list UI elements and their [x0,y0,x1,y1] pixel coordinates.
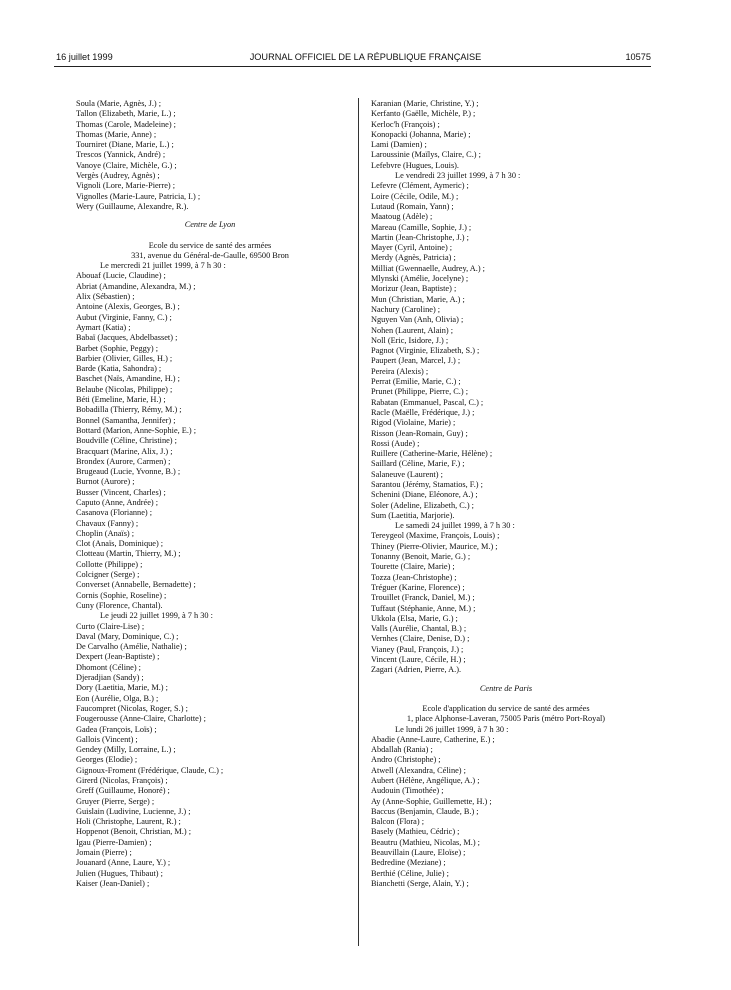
candidate-name: Sarantou (Jérémy, Stamatios, F.) ; [371,479,483,489]
candidate-name: Tallon (Elizabeth, Marie, L.) ; [76,109,176,119]
candidate-name: Rossi (Aude) ; [371,438,420,448]
candidate-name: Karanian (Marie, Christine, Y.) ; [371,99,479,108]
candidate-name: Perrat (Emilie, Marie, C.) ; [371,377,461,387]
candidate-name: Nguyen Van (Anh, Olivia) ; [371,315,464,325]
candidate-name: Bedredine (Meziane) ; [371,858,446,868]
candidate-name: Prunet (Philippe, Pierre, C.) ; [371,387,469,397]
candidate-name: Racle (Maëlle, Frédérique, J.) ; [371,407,475,417]
candidate-name: Trouillet (Franck, Daniel, M.) ; [371,593,475,603]
candidate-name: Lutaud (Romain, Yann) ; [371,201,454,211]
candidate-name: Holi (Christophe, Laurent, R.) ; [76,817,181,827]
candidate-name: Abdallah (Rania) ; [371,745,433,755]
candidate-name: Abadie (Anne-Laure, Catherine, E.) ; [371,734,495,744]
candidate-name: Busser (Vincent, Charles) ; [76,487,166,497]
candidate-name: Eon (Aurélie, Olga, B.) ; [76,693,159,703]
candidate-name: Saillard (Céline, Marie, F.) ; [371,459,465,469]
candidate-name: Risson (Jean-Romain, Guy) ; [371,428,468,438]
candidate-name: Kaiser (Jean-Daniel) ; [76,878,150,888]
candidate-name: Dhomont (Céline) ; [76,662,141,672]
candidate-name: Beauvillain (Laure, Eloïse) ; [371,848,466,858]
candidate-name: Kerloc'h (François) ; [371,119,440,129]
candidate-name: Bottard (Marion, Anne-Sophie, E.) ; [76,425,197,435]
candidate-name: Nachury (Caroline) ; [371,304,441,314]
candidate-name: Burnot (Aurore) ; [76,477,135,487]
candidate-name: Ay (Anne-Sophie, Guillemette, H.) ; [371,796,492,806]
candidate-name: Baccus (Benjamin, Claude, B.) ; [371,806,479,816]
candidate-name: Soula (Marie, Agnès, J.) ; [76,99,162,108]
candidate-name: Paupert (Jean, Marcel, J.) ; [371,356,461,366]
candidate-name: Lefevre (Clément, Aymeric) ; [371,181,469,191]
candidate-name: Jouanard (Anne, Laure, Y.) ; [76,858,171,868]
candidate-name: Konopacki (Johanna, Marie) ; [371,129,471,139]
candidate-name: Greff (Guillaume, Honoré) ; [76,786,170,796]
candidate-name: Brugeaud (Lucie, Yvonne, B.) ; [76,467,181,477]
candidate-name: Colcigner (Serge) ; [76,570,140,580]
session-date: Le samedi 24 juillet 1999, à 7 h 30 : [395,521,515,531]
candidate-name: Belaube (Nicolas, Philippe) ; [76,384,173,394]
candidate-name: Clot (Anaïs, Dominique) ; [76,539,164,549]
candidate-name: Clotteau (Martin, Thierry, M.) ; [76,549,181,559]
candidate-name: Ukkola (Elsa, Marie, G.) ; [371,613,458,623]
candidate-name: Guislain (Ludivine, Lucienne, J.) ; [76,806,191,816]
candidate-name: Vanoye (Claire, Michèle, G.) ; [76,160,177,170]
candidate-name: Zagari (Adrien, Pierre, A.). [371,665,462,675]
candidate-name: Converset (Annabelle, Bernadette) ; [76,580,196,590]
candidate-name: Bianchetti (Serge, Alain, Y.) ; [371,878,469,888]
candidate-name: Audouin (Timothée) ; [371,786,444,796]
candidate-name: Soler (Adeline, Elizabeth, C.) ; [371,500,474,510]
candidate-name: Aymart (Katia) ; [76,322,131,332]
name-list [371,735,641,889]
candidate-name: Thiney (Pierre-Olivier, Maurice, M.) ; [371,541,498,551]
candidate-name: Berthié (Céline, Julie) ; [371,868,449,878]
header-rule [54,66,651,67]
candidate-name: Bracquart (Marine, Alix, J.) ; [76,446,173,456]
candidate-name: Lami (Damien) ; [371,140,427,150]
candidate-name: Thomas (Marie, Anne) ; [76,129,157,139]
candidate-name: Faucompret (Nicolas, Roger, S.) ; [76,703,188,713]
candidate-name: Vianey (Paul, François, J.) ; [371,644,464,654]
page-header [0,52,731,66]
header-date: 16 juillet 1999 [56,52,113,62]
centre-title-paris: Centre de Paris [479,683,533,693]
candidate-name: Baschet (Naïs, Amandine, H.) ; [76,374,180,384]
candidate-name: Brondex (Aurore, Carmen) ; [76,456,171,466]
candidate-name: Curto (Claire-Lise) ; [76,621,145,631]
candidate-name: Nohen (Laurent, Alain) ; [371,325,454,335]
candidate-name: Tereygeol (Maxime, François, Louis) ; [371,531,500,541]
candidate-name: Cuny (Florence, Chantal). [76,600,163,610]
candidate-name: Barde (Katia, Sahondra) ; [76,364,162,374]
candidate-name: Dexpert (Jean-Baptiste) ; [76,652,160,662]
candidate-name: Boudville (Céline, Christine) ; [76,436,177,446]
candidate-name: Collotte (Philippe) ; [76,559,143,569]
session-date: Le jeudi 22 juillet 1999, à 7 h 30 : [100,611,213,621]
candidate-name: Abouaf (Lucie, Claudine) ; [76,271,166,281]
name-list [76,99,344,212]
candidate-name: Bobadilla (Thierry, Rémy, M.) ; [76,405,182,415]
candidate-name: Daval (Mary, Dominique, C.) ; [76,631,179,641]
right-column [371,99,641,889]
header-title: JOURNAL OFFICIEL DE LA RÉPUBLIQUE FRANÇAISE [249,52,482,62]
candidate-name: Mareau (Camille, Sophie, J.) ; [371,222,472,232]
candidate-name: Alix (Sébastien) ; [76,292,135,302]
candidate-name: Dory (Laetitia, Marie, M.) ; [76,683,168,693]
candidate-name: Rabatan (Emmanuel, Pascal, C.) ; [371,397,484,407]
institution-paris [371,704,641,725]
page-number: 10575 [625,52,651,62]
candidate-name: Ruillere (Catherine-Marie, Hélène) ; [371,449,493,459]
candidate-name: Fougerousse (Anne-Claire, Charlotte) ; [76,714,206,724]
candidate-name: Vignoli (Lore, Marie-Pierre) ; [76,181,176,191]
candidate-name: Rigod (Violaine, Marie) ; [371,418,456,428]
candidate-name: Tozza (Jean-Christophe) ; [371,572,457,582]
candidate-name: De Carvalho (Amélie, Nathalie) ; [76,642,187,652]
candidate-name: Gignoux-Froment (Frédérique, Claude, C.) ; [76,765,224,775]
candidate-name: Pereira (Alexis) ; [371,366,429,376]
candidate-name: Cornis (Sophie, Roseline) ; [76,590,167,600]
candidate-name: Jomain (Pierre) ; [76,848,132,858]
candidate-name: Barbet (Sophie, Peggy) ; [76,343,159,353]
candidate-name: Girerd (Nicolas, François) ; [76,776,168,785]
candidate-name: Milliat (Gwennaelle, Audrey, A.) ; [371,263,485,273]
candidate-name: Gendey (Milly, Lorraine, L.) ; [76,745,176,755]
candidate-name: Barbier (Olivier, Gilles, H.) ; [76,353,173,363]
candidate-name: Bonnel (Samantha, Jennifer) ; [76,415,176,425]
candidate-name: Wery (Guillaume, Alexandre, R.). [76,201,189,211]
session-date: Le vendredi 23 juillet 1999, à 7 h 30 : [395,171,521,181]
candidate-name: Gadea (François, Loïs) ; [76,724,157,734]
candidate-name: Igau (Pierre-Damien) ; [76,837,152,847]
candidate-name: Atwell (Alexandra, Céline) ; [371,765,466,775]
candidate-name: Trescos (Yannick, André) ; [76,150,166,160]
candidate-name: Babaï (Jacques, Abdelbasset) ; [76,333,178,343]
candidate-name: Tourniret (Diane, Marie, L.) ; [76,140,174,150]
candidate-name: Caputo (Anne, Andrée) ; [76,497,159,507]
institution-line: 331, avenue du Général-de-Gaulle, 69500 Bron [131,250,289,260]
name-list [371,531,641,675]
candidate-name: Tuffaut (Stéphanie, Anne, M.) ; [371,603,476,613]
candidate-name: Maatoug (Adèle) ; [371,212,433,222]
institution-line: 1, place Alphonse-Laveran, 75005 Paris (métro Port-Royal) [406,714,606,724]
candidate-name: Béti (Emeline, Marie, H.) ; [76,395,166,405]
candidate-name: Laroussinie (Maïlys, Claire, C.) ; [371,150,481,160]
candidate-name: Tréguer (Karine, Florence) ; [371,582,465,592]
candidate-name: Martin (Jean-Christophe, J.) ; [371,232,469,242]
candidate-name: Gruyer (Pierre, Serge) ; [76,796,155,806]
institution-line: Ecole d'application du service de santé des armées [422,703,590,713]
candidate-name: Hoppenot (Benoit, Christian, M.) ; [76,827,191,837]
candidate-name: Salaneuve (Laurent) ; [371,469,443,479]
candidate-name: Morizur (Jean, Baptiste) ; [371,284,457,294]
candidate-name: Choplin (Anaïs) ; [76,528,135,538]
candidate-name: Antoine (Alexis, Georges, B.) ; [76,302,180,312]
candidate-name: Mayer (Cyril, Antoine) ; [371,243,453,253]
name-list [371,181,641,521]
candidate-name: Kerfanto (Gaëlle, Michèle, P.) ; [371,109,476,119]
candidate-name: Vincent (Laure, Cécile, H.) ; [371,655,466,665]
candidate-name: Thomas (Carole, Madeleine) ; [76,119,176,129]
candidate-name: Julien (Hugues, Thibaut) ; [76,868,163,878]
candidate-name: Mlynski (Amélie, Jocelyne) ; [371,274,469,284]
candidate-name: Noll (Eric, Isidore, J.) ; [371,335,449,345]
candidate-name: Sum (Laetitia, Marjorie). [371,510,455,520]
column-divider [358,98,359,946]
candidate-name: Balcon (Flora) ; [371,817,424,827]
candidate-name: Aubert (Hélène, Angélique, A.) ; [371,776,480,785]
candidate-name: Beautru (Mathieu, Nicolas, M.) ; [371,837,480,847]
candidate-name: Loire (Cécile, Odile, M.) ; [371,191,459,201]
candidate-name: Pagnot (Virginie, Elizabeth, S.) ; [371,346,480,356]
candidate-name: Aubut (Virginie, Fanny, C.) ; [76,312,172,322]
institution-line: Ecole du service de santé des armées [148,240,272,250]
candidate-name: Vernhes (Claire, Denise, D.) ; [371,634,470,644]
candidate-name: Casanova (Florianne) ; [76,508,153,518]
candidate-name: Tourette (Claire, Marie) ; [371,562,455,572]
session-date: Le lundi 26 juillet 1999, à 7 h 30 : [395,724,509,734]
left-column [76,99,344,889]
candidate-name: Merdy (Agnès, Patricia) ; [371,253,456,263]
candidate-name: Vignolles (Marie-Laure, Patricia, I.) ; [76,191,201,201]
candidate-name: Valls (Aurélie, Chantal, B.) ; [371,624,467,634]
name-list [76,622,344,890]
candidate-name: Abriat (Amandine, Alexandra, M.) ; [76,281,196,291]
candidate-name: Mun (Christian, Marie, A.) ; [371,294,465,304]
candidate-name: Tonanny (Benoit, Marie, G.) ; [371,552,471,562]
session-date: Le mercredi 21 juillet 1999, à 7 h 30 : [100,261,226,271]
candidate-name: Basely (Mathieu, Cédric) ; [371,827,460,837]
candidate-name: Gallois (Vincent) ; [76,734,138,744]
institution-lyon [76,241,344,262]
name-list [371,99,641,171]
centre-title-lyon: Centre de Lyon [184,220,236,230]
candidate-name: Vergès (Audrey, Agnès) ; [76,171,160,181]
candidate-name: Schenini (Diane, Eléonore, A.) ; [371,490,478,500]
candidate-name: Georges (Elodie) ; [76,755,138,765]
candidate-name: Lefebvre (Hugues, Louis). [371,160,460,170]
candidate-name: Chavaux (Fanny) ; [76,518,139,528]
name-list [76,271,344,611]
candidate-name: Djeradjian (Sandy) ; [76,673,144,683]
candidate-name: Andro (Christophe) ; [371,755,441,765]
